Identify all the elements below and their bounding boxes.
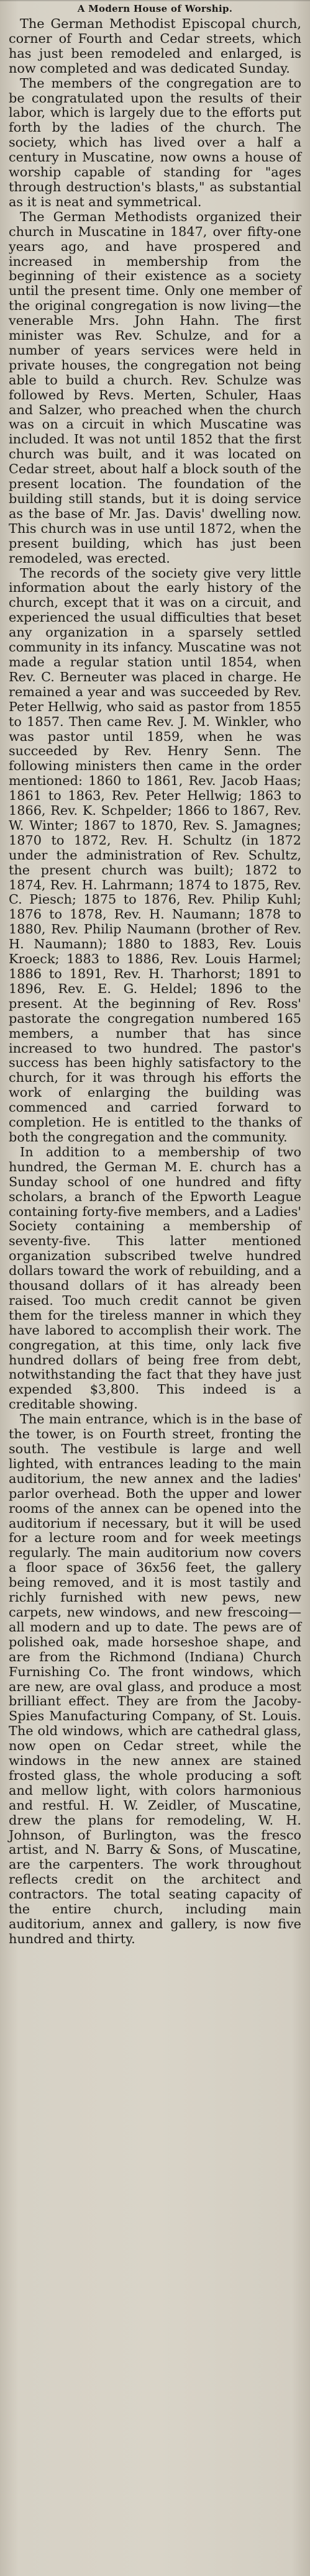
article-paragraph-1: The German Methodist Episcopal church, corner of Fourth and Cedar streets, which has just been remodeled and enlarged, is now completed and was dedicated Sunday. bbox=[9, 16, 301, 76]
article-paragraph-4: The records of the society give very little information about the early history of the church, except that it was on a circuit, and experienced the usual difficulties that beset any organization in a sparsely settled community in its infancy. Muscatine was not made a regular station until 1854, when Rev. C. Berneuter was placed in charge. He remained a year and was succeeded by Rev. Peter Hellwig, who said as pastor from 1855 to 1857. Then came Rev. J. M. Winkler, who was pastor until 1859, when he was succeeded by Rev. Henry Senn. The following ministers then came in the order mentioned: 1860 to 1861, Rev. Jacob Haas; 1861 to 1863, Rev. Peter Hellwig; 1863 to 1866, Rev. K. Schpelder; 1866 to 1867, Rev. W. Winter; 1867 to 1870, Rev. S. Jamagnes; 1870 to 1872, Rev. H. Schultz (in 1872 under the administration of Rev. Schultz, the present church was built); 1872 to 1874, Rev. H. Lahrmann; 1874 to 1875, Rev. C. Piesch; 1875 to 1876, Rev. Philip Kuhl; 1876 to 1878, Rev. H. Naumann; 1878 to 1880, Rev. Philip Naumann (brother of Rev. H. Naumann); 1880 to 1883, Rev. Louis Kroeck; 1883 to 1886, Rev. Louis Harmel; 1886 to 1891, Rev. H. Tharhorst; 1891 to 1896, Rev. E. G. Heldel; 1896 to the present. At the beginning of Rev. Ross' pastorate the congregation numbered 165 members, a number that has since increased to two hundred. The pastor's success has been highly satisfactory to the church, for it was through his efforts the work of enlarging the building was commenced and carried forward to completion. He is entitled to the thanks of both the congregation and the community. bbox=[9, 565, 301, 1145]
article-headline: A Modern House of Worship. bbox=[77, 3, 233, 14]
article-body bbox=[9, 17, 301, 1947]
article-paragraph-3: The German Methodists organized their church in Muscatine in 1847, over fifty-one years ago, and have prospered and increased in membership from the beginning of their existence as a society until the present time. Only one member of the original congregation is now living—the venerable Mrs. John Hahn. The first minister was Rev. Schulze, and for a number of years services were held in private houses, the congregation not being able to build a church. Rev. Schulze was followed by Revs. Merten, Schuler, Haas and Salzer, who preached when the church was on a circuit in which Muscatine was included. It was not until 1852 that the first church was built, and it was located on Cedar street, about half a block south of the present location. The foundation of the building still stands, but it is doing service as the base of Mr. Jas. Davis' dwelling now. This church was in use until 1872, when the present building, which has just been remodeled, was erected. bbox=[9, 209, 301, 566]
article-paragraph-5: In addition to a membership of two hundred, the German M. E. church has a Sunday school of one hundred and fifty scholars, a branch of the Epworth League containing forty-five members, and a Ladies' Society containing a membership of seventy-five. This latter mentioned organization subscribed twelve hundred dollars toward the work of rebuilding, and a thousand dollars of it has already been raised. Too much credit cannot be given them for the tireless manner in which they have labored to accomplish their work. The congregation, at this time, only lack five hundred dollars of being free from debt, notwithstanding the fact that they have just expended $3,800. This indeed is a creditable showing. bbox=[9, 1144, 301, 1412]
article-paragraph-2: The members of the congregation are to be congratulated upon the results of their labor, which is largely due to the efforts put forth by the ladies of the church. The society, which has lived over a half a century in Muscatine, now owns a house of worship capable of standing for "ages through destruction's blasts," as substantial as it is neat and symmetrical. bbox=[9, 75, 301, 209]
top-rule bbox=[0, 0, 310, 1]
article-paragraph-6: The main entrance, which is in the base of the tower, is on Fourth street, fronting the south. The vestibule is large and well lighted, with entrances leading to the main auditorium, the new annex and the ladies' parlor overhead. Both the upper and lower rooms of the annex can be opened into the auditorium if necessary, but it will be used for a lecture room and for week meetings regularly. The main auditorium now covers a floor space of 36x56 feet, the gallery being removed, and it is most tastily and richly furnished with new pews, new carpets, new windows, and new frescoing—all modern and up to date. The pews are of polished oak, made horseshoe shape, and are from the Richmond (Indiana) Church Furnishing Co. The front windows, which are new, are oval glass, and produce a most brilliant effect. They are from the Jacoby-Spies Manufacturing Company, of St. Louis. The old windows, which are cathedral glass, now open on Cedar street, while the windows in the new annex are stained frosted glass, the whole producing a soft and mellow light, with colors harmonious and restful. H. W. Zeidler, of Muscatine, drew the plans for remodeling, W. H. Johnson, of Burlington, was the fresco artist, and N. Barry & Sons, of Muscatine, are the carpenters. The work throughout reflects credit on the architect and contractors. The total seating capacity of the entire church, including main auditorium, annex and gallery, is now five hundred and thirty. bbox=[9, 1412, 301, 1946]
article-column bbox=[9, 2, 301, 1947]
